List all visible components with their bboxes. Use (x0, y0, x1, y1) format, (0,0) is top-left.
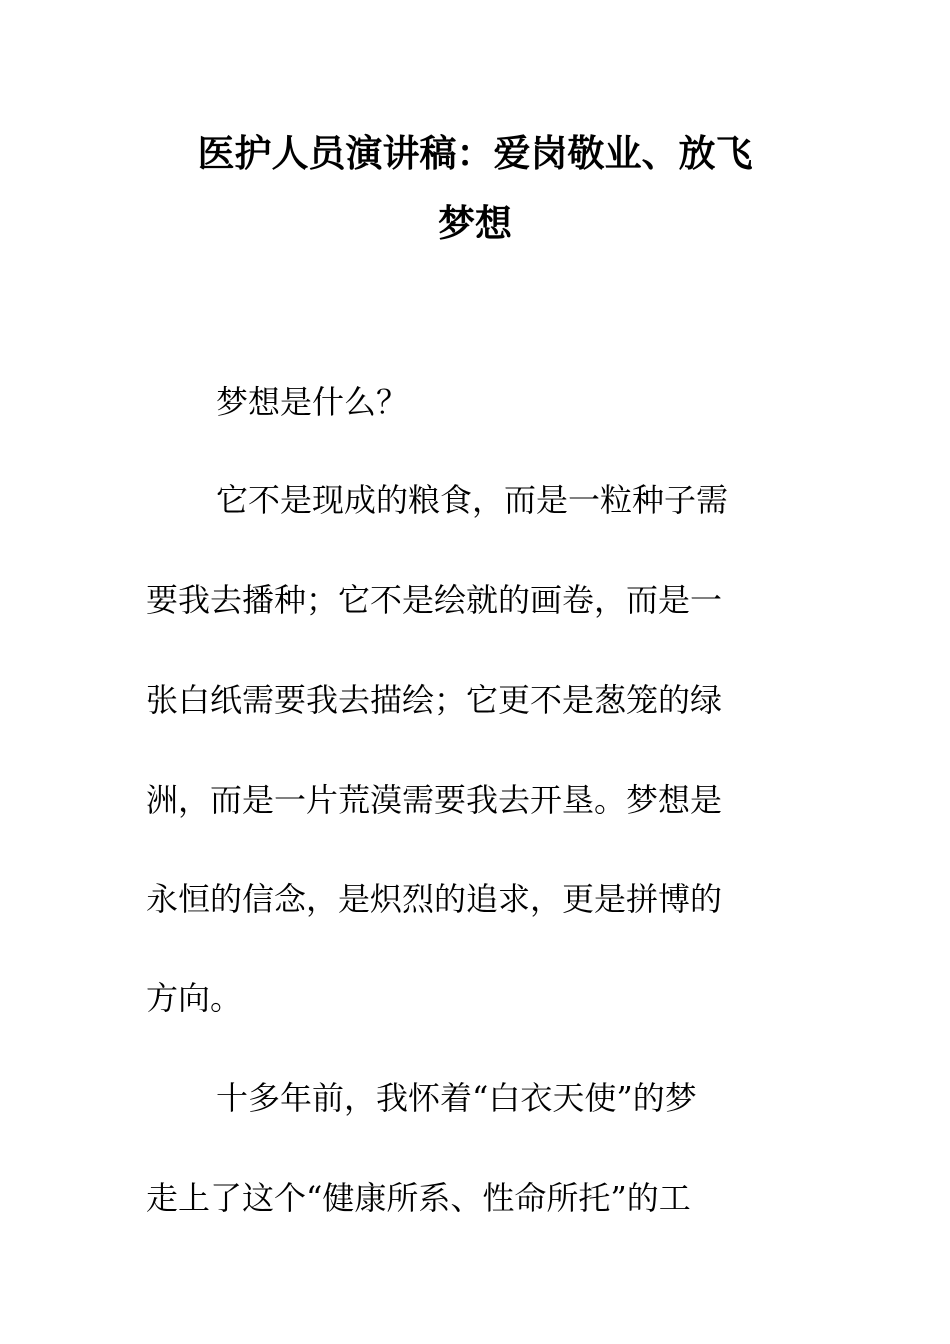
paragraph-2-line-3: 张白纸需要我去描绘；它更不是葱笼的绿 (146, 681, 723, 719)
paragraph-3-line-1: 十多年前，我怀着“白衣天使”的梦 (216, 1079, 697, 1117)
paragraph-2-line-6: 方向。 (146, 979, 243, 1017)
paragraph-2-line-5: 永恒的信念，是炽烈的追求，更是拼博的 (146, 880, 723, 918)
paragraph-2-line-4: 洲，而是一片荒漠需要我去开垦。梦想是 (146, 781, 723, 819)
paragraph-1-line-1: 梦想是什么？ (216, 383, 409, 421)
paragraph-2-line-2: 要我去播种；它不是绘就的画卷，而是一 (146, 581, 723, 619)
paragraph-2-line-1: 它不是现成的粮食，而是一粒种子需 (216, 481, 729, 519)
document-title-line-2: 梦想 (438, 202, 512, 245)
document-title-line-1: 医护人员演讲稿：爱岗敬业、放飞 (197, 132, 753, 175)
paragraph-3-line-2: 走上了这个“健康所系、性命所托”的工 (146, 1179, 691, 1217)
